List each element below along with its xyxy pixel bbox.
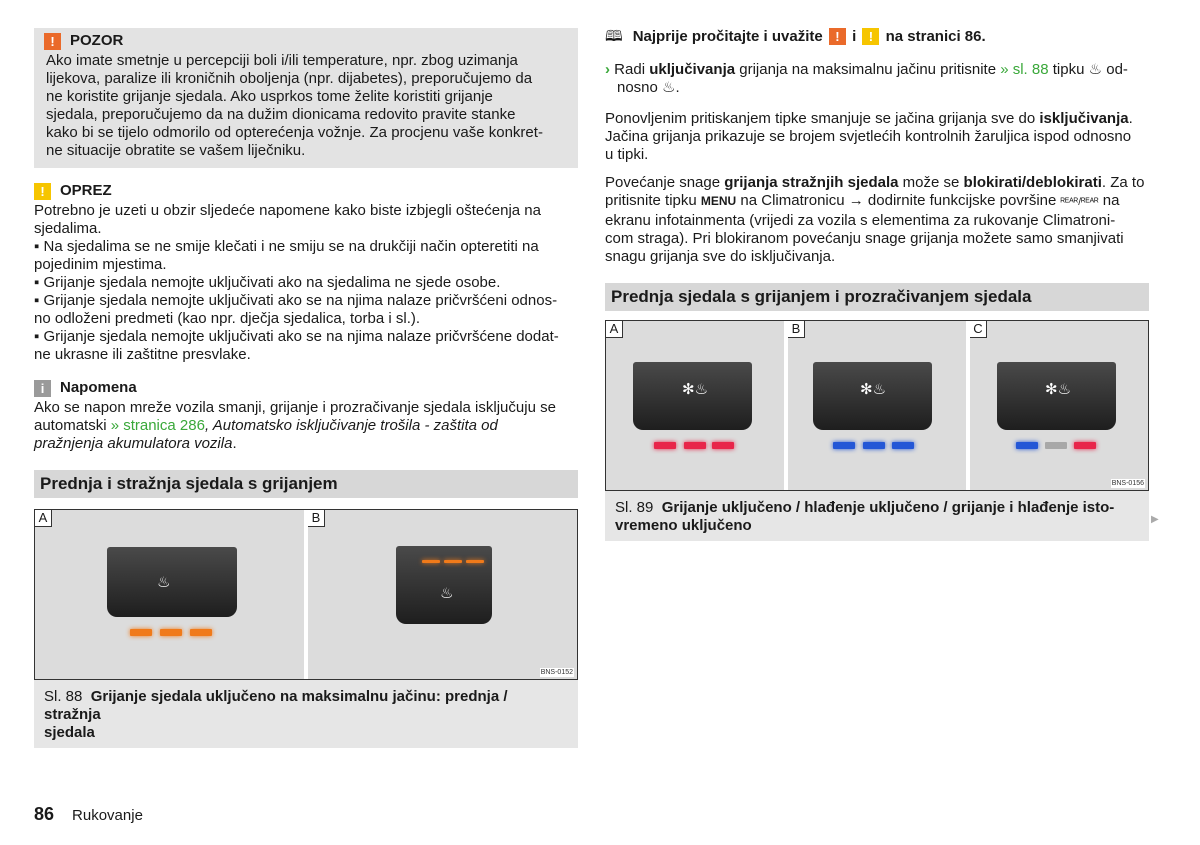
caution-icon: !: [34, 183, 51, 200]
figure-panel-a: [606, 321, 784, 490]
warning-line: lijekova, paralize ili kroničnih oboljenja (npr. dijabetes), preporučujemo da: [46, 70, 533, 87]
figure-panel-b: [304, 510, 577, 679]
cool-level-led: [863, 442, 885, 449]
off-level-led: [1045, 442, 1067, 449]
note-box: i Napomena Ako se napon mreže vozila smanji, grijanje i prozračivanje sjedala isključuju se automatski » stranica 286, Automatsko isključivanje trošila - zaštita od pražnjenja akumulatora vozila.: [34, 377, 578, 453]
caution-line: ▪ Grijanje sjedala nemojte uključivati ako se na njima nalaze pričvršćeni odnos-: [34, 292, 558, 309]
caution-icon: !: [862, 28, 879, 45]
caution-line: ▪ Grijanje sjedala nemojte uključivati ako se na njima nalaze pričvršćene dodat-: [34, 328, 559, 345]
figure-code: BNS-0152: [540, 669, 573, 676]
warning-title: POZOR: [70, 32, 124, 49]
panel-label: C: [970, 321, 987, 338]
figure-link[interactable]: » sl. 88: [1000, 61, 1049, 78]
seat-heat-icon: ♨: [440, 585, 454, 602]
heat-level-led: [444, 560, 462, 563]
warning-line: ne koristite grijanje sjedala. Ako usprkos tome želite koristiti grijanje: [46, 88, 493, 105]
caution-line: ▪ Na sjedalima se ne smije klečati i ne smiju se na drukčiji način opteretiti na: [34, 238, 539, 255]
figure-88: [34, 509, 578, 680]
heat-level-led: [712, 442, 734, 449]
caution-line: Potrebno je uzeti u obzir sljedeće napomene kako biste izbjegli oštećenja na: [34, 202, 541, 219]
cool-level-led: [892, 442, 914, 449]
intro-line: 🕮 Najprije pročitajte i uvažite ! i ! na stranici 86.: [605, 28, 986, 45]
warning-line: Ako imate smetnje u percepciji boli i/ili temperature, npr. zbog uzimanja: [46, 52, 518, 69]
menu-key: MENU: [700, 194, 737, 208]
bullet-arrow-icon: ›: [605, 61, 610, 78]
book-icon: 🕮: [605, 28, 623, 45]
figure-panel-a: [35, 510, 304, 679]
caution-line: ▪ Grijanje sjedala nemojte uključivati ako na sjedalima ne sjede osobe.: [34, 274, 501, 291]
section-heading: Prednja sjedala s grijanjem i prozračivanjem sjedala: [605, 283, 1149, 311]
heat-level-led: [466, 560, 484, 563]
heat-level-led: [422, 560, 440, 563]
warning-line: kako bi se tijelo odmorilo od opterećenja vožnje. Za procjenu vaše konkret-: [46, 124, 543, 141]
rear-function-icon: ᴿᴱᴬᴿ/ᴿᴱᴬᴿ: [1060, 197, 1099, 208]
seat-heat-vent-icon: ✻♨: [860, 381, 887, 398]
warning-icon: !: [44, 33, 61, 50]
figure-code: BNS-0156: [1111, 480, 1144, 487]
caution-line: ne ukrasne ili zaštitne presvlake.: [34, 346, 251, 363]
heat-level-led: [654, 442, 676, 449]
note-line: Ako se napon mreže vozila smanji, grijanje i prozračivanje sjedala isključuju se: [34, 399, 556, 416]
section-heading: Prednja i stražnja sjedala s grijanjem: [34, 470, 578, 498]
page-link[interactable]: » stranica 286: [110, 417, 205, 434]
left-column: [34, 28, 578, 748]
rear-seat-heat-icon: ♨: [662, 79, 676, 96]
figure-panel-c: [966, 321, 1148, 490]
continue-arrow-icon: ▶: [1151, 514, 1159, 525]
heat-level-led: [130, 629, 152, 636]
caution-box: [34, 180, 578, 364]
page-number: 86: [34, 804, 55, 824]
heat-level-led: [160, 629, 182, 636]
caution-line: sjedalima.: [34, 220, 102, 237]
heat-level-led: [190, 629, 212, 636]
seat-heat-vent-icon: ✻♨: [1045, 381, 1072, 398]
figure-caption: Sl. 89 Grijanje uključeno / hlađenje uključeno / grijanje i hlađenje isto- vremeno uključeno: [605, 491, 1149, 541]
figure-89: [605, 320, 1149, 491]
figure-panel-b: [784, 321, 966, 490]
page-footer: [34, 805, 143, 825]
caution-line: no odloženi predmeti (kao npr. dječja sjedalica, torba i sl.).: [34, 310, 421, 327]
panel-label: B: [788, 321, 805, 338]
panel-label: B: [308, 510, 325, 527]
caption-number: Sl. 89: [615, 499, 654, 516]
warning-box: [34, 28, 578, 168]
figure-caption: Sl. 88 Grijanje sjedala uključeno na maksimalnu jačinu: prednja / stražnja sjedala: [34, 680, 578, 748]
seat-heat-button: [107, 547, 237, 617]
right-column: [605, 28, 1149, 541]
info-icon: i: [34, 380, 51, 397]
caution-title: OPREZ: [60, 182, 112, 199]
caution-line: pojedinim mjestima.: [34, 256, 167, 273]
cool-level-led: [833, 442, 855, 449]
seat-heat-icon: ♨: [1088, 61, 1103, 78]
caption-number: Sl. 88: [44, 688, 83, 705]
warning-line: ne situacije obratite se vašem liječniku.: [46, 142, 306, 159]
footer-section: Rukovanje: [72, 807, 143, 824]
paragraph-levels: Ponovljenim pritiskanjem tipke smanjuje se jačina grijanja sve do isključivanja. Jačina grijanja prikazuje se brojem svjetlećih kontrolnih žaruljica ispod odnosno u tipki.: [605, 110, 1133, 163]
warning-line: sjedala, preporučujemo da na dužim dionicama redovito pravite stanke: [46, 106, 516, 123]
note-title: Napomena: [60, 379, 137, 396]
panel-label: A: [606, 321, 623, 338]
instruction-bullet: › Radi uključivanja grijanja na maksimalnu jačinu pritisnite » sl. 88 tipku ♨ od- nosno ♨.: [605, 61, 1128, 96]
panel-label: A: [35, 510, 52, 527]
heat-level-led: [1074, 442, 1096, 449]
cool-level-led: [1016, 442, 1038, 449]
heat-level-led: [684, 442, 706, 449]
paragraph-rear: Povećanje snage grijanja stražnjih sjedala može se blokirati/deblokirati. Za to pritisnite tipku MENU na Climatronicu → dodirnite funkcijske površine ᴿᴱᴬᴿ/ᴿᴱᴬᴿ na ekranu infotainmenta (vrijedi za vozila s elementima za rukovanje Climatroni- com straga). Pri blokiranom povećanju snage grijanja možete samo smanjivati snagu grijanja sve do isključivanja.: [605, 174, 1145, 265]
warning-icon: !: [829, 28, 846, 45]
seat-heat-icon: ♨: [157, 574, 171, 591]
seat-heat-vent-icon: ✻♨: [682, 381, 709, 398]
